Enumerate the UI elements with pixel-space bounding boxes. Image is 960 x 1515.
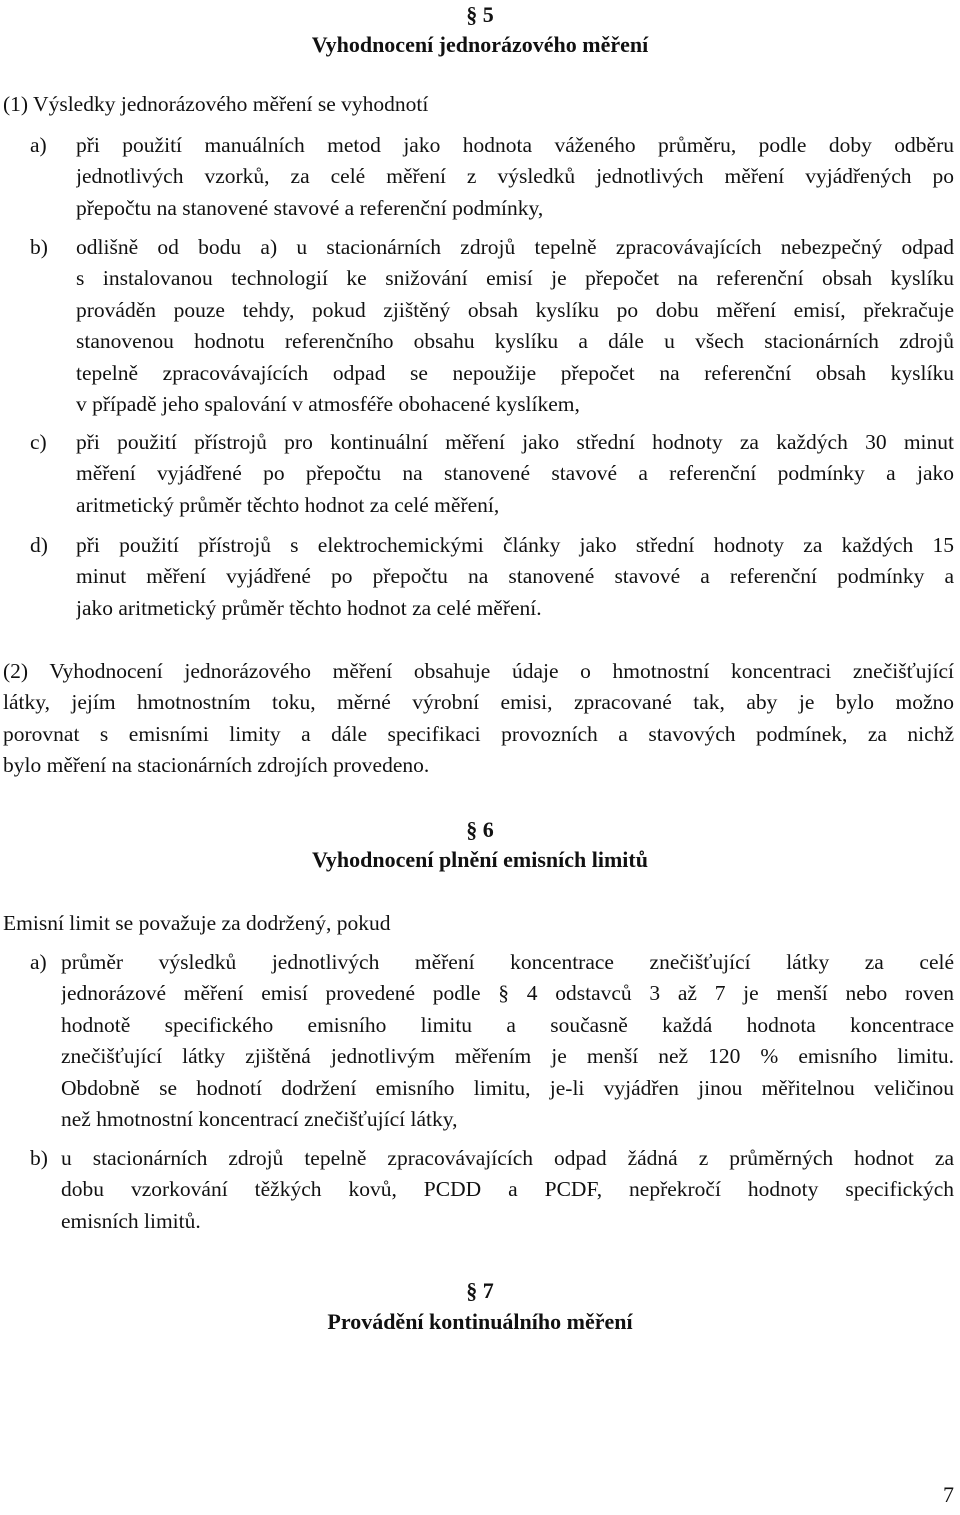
s5-item-d-label: d): [30, 533, 48, 557]
s6-item-a: [61, 947, 954, 1135]
section-5-sign: § 5: [466, 2, 494, 27]
s6-item-b-label: b): [30, 1146, 48, 1170]
section-7-sign: § 7: [466, 1278, 494, 1303]
s5-item-a-line: jednotlivých vzorků, za celé měření z výsledků jednotlivých měření vyjádřených po: [76, 164, 954, 189]
section-6-sign: § 6: [466, 817, 494, 842]
s5-item-c-line: měření vyjádřené po přepočtu na stanovené stavové a referenční podmínky a jako: [76, 461, 954, 486]
s5-p2-line: porovnat s emisními limity a dále specifikaci provozních a stavových podmínek, za nichž: [3, 721, 954, 746]
s6-item-a-line: hodnotě specifického emisního limitu a současně každá hodnota koncentrace: [61, 1012, 954, 1037]
s5-item-a: [76, 130, 954, 224]
s5-p1-intro: (1) Výsledky jednorázového měření se vyhodnotí: [3, 92, 429, 116]
s5-item-b-line: tepelně zpracovávajících odpad se nepoužije přepočet na referenční obsah kyslíku: [76, 360, 954, 385]
s6-item-a-line: průměr výsledků jednotlivých měření koncentrace znečišťující látky za celé: [61, 950, 954, 974]
s5-item-c-line: aritmetický průměr těchto hodnot za celé měření,: [76, 492, 500, 517]
s6-item-b-line: u stacionárních zdrojů tepelně zpracovávajících odpad žádná z průměrných hodnot za: [61, 1146, 954, 1170]
s5-p2-line: látky, jejím hmotnostním toku, měrné výrobní emisi, zpracované tak, aby je bylo možno: [3, 690, 954, 715]
section-7-title: Provádění kontinuálního měření: [327, 1309, 633, 1334]
s5-item-c: [76, 427, 954, 521]
s5-p2-line: (2) Vyhodnocení jednorázového měření obsahuje údaje o hmotnostní koncentraci znečišťující: [3, 659, 954, 683]
section-6-title: Vyhodnocení plnění emisních limitů: [312, 847, 648, 872]
s5-item-d: [76, 530, 954, 624]
s5-item-b-line: prováděn pouze tehdy, pokud zjištěný obsah kyslíku po dobu měření emisí, překračuje: [76, 297, 954, 322]
s5-item-a-line: přepočtu na stanovené stavové a referenční podmínky,: [76, 195, 544, 220]
s5-p2-line: bylo měření na stacionárních zdrojích provedeno.: [3, 753, 430, 778]
s5-item-b-line: s instalovanou technologií ke snižování emisí je přepočet na referenční obsah kyslíku: [76, 266, 954, 291]
s5-item-d-line: jako aritmetický průměr těchto hodnot za celé měření.: [76, 595, 542, 620]
s6-intro: Emisní limit se považuje za dodržený, pokud: [3, 911, 391, 935]
s5-item-c-label: c): [30, 430, 47, 454]
s5-item-a-line: při použití manuálních metod jako hodnota váženého průměru, podle doby odběru: [76, 133, 954, 157]
s5-item-b-label: b): [30, 235, 48, 259]
s6-item-a-line: Obdobně se hodnotí dodržení emisního limitu, je-li vyjádřen jinou měřitelnou veličinou: [61, 1075, 954, 1100]
s5-item-b: [76, 232, 954, 420]
s5-item-d-line: při použití přístrojů s elektrochemickými články jako střední hodnoty za každých 15: [76, 533, 954, 557]
s6-item-a-line: znečišťující látky zjištěná jednotlivým měřením je menší než 120 % emisního limitu.: [61, 1044, 954, 1069]
s5-item-b-line: odlišně od bodu a) u stacionárních zdrojů tepelně zpracovávajících nebezpečný odpad: [76, 235, 954, 259]
s5-item-d-line: minut měření vyjádřené po přepočtu na stanovené stavové a referenční podmínky a: [76, 564, 954, 589]
page-number: 7: [943, 1482, 954, 1507]
s5-item-c-line: při použití přístrojů pro kontinuální měření jako střední hodnoty za každých 30 minut: [76, 430, 954, 454]
s6-item-b: [61, 1143, 954, 1237]
s6-item-b-line: emisních limitů.: [61, 1208, 201, 1233]
section-5-title: Vyhodnocení jednorázového měření: [311, 32, 649, 57]
s6-item-a-label: a): [30, 950, 47, 974]
s6-item-b-line: dobu vzorkování těžkých kovů, PCDD a PCDF, nepřekročí hodnoty specifických: [61, 1177, 954, 1202]
s5-item-b-line: v případě jeho spalování v atmosféře obohacené kyslíkem,: [76, 391, 580, 416]
s6-item-a-line: jednorázové měření emisí provedené podle § 4 odstavců 3 až 7 je menší nebo roven: [61, 981, 954, 1006]
s5-item-b-line: stanovenou hodnotu referenčního obsahu kyslíku a dále u všech stacionárních zdrojů: [76, 329, 954, 354]
s5-p2: [3, 656, 954, 782]
s6-item-a-line: než hmotnostní koncentrací znečišťující látky,: [61, 1106, 458, 1131]
s5-item-a-label: a): [30, 133, 47, 157]
